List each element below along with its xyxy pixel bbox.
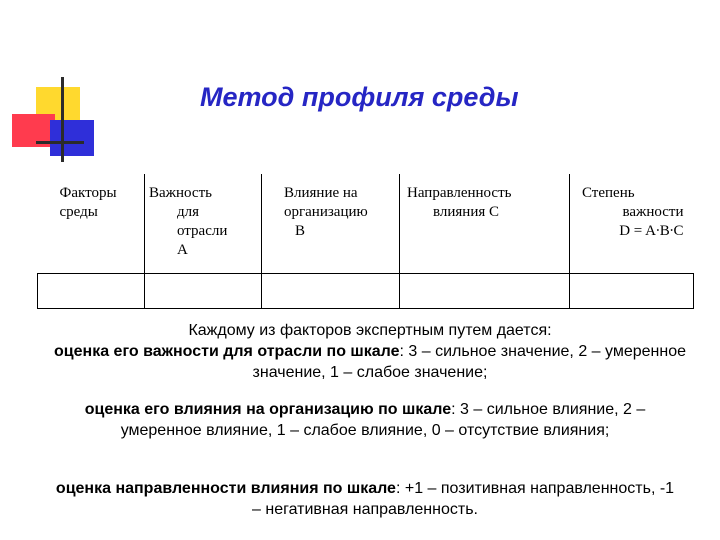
paragraph-influence	[55, 399, 675, 441]
table-cell	[262, 273, 400, 308]
decor-blue-square	[50, 120, 94, 156]
paragraph-intro: Каждому из факторов экспертным путем дается:	[188, 322, 552, 339]
table-cell	[400, 273, 570, 308]
paragraph-text: : 3 – сильное значение, 2 – умеренное значение, 1 – слабое значение;	[252, 343, 686, 381]
paragraph-text: : +1 – позитивная направленность, -1 – негативная направленность.	[252, 480, 675, 518]
table-header-row	[38, 174, 694, 273]
decor-vertical-line	[61, 77, 64, 162]
decor-horizontal-line	[36, 141, 84, 144]
paragraph-importance	[40, 320, 700, 383]
table-cell	[38, 273, 145, 308]
header-influence: Влияние на организацию B	[262, 174, 400, 273]
factor-table	[37, 174, 694, 309]
header-importance: Важность для отрасли A	[145, 174, 262, 273]
header-degree: Степень важности D = A∙B∙C	[570, 174, 694, 273]
paragraph-bold-term: оценка его важности для отрасли по шкале	[54, 343, 400, 360]
header-factors: Факторы среды	[38, 174, 145, 273]
table-cell	[145, 273, 262, 308]
table-row	[38, 273, 694, 308]
slide-title: Метод профиля среды	[200, 82, 519, 112]
paragraph-bold-term: оценка его влияния на организацию по шкале	[84, 401, 452, 418]
header-direction: Направленность влияния C	[400, 174, 570, 273]
paragraph-text: : 3 – сильное влияние, 2 – умеренное влияние, 1 – слабое влияние, 0 – отсутствие влияния;	[120, 401, 646, 439]
paragraph-direction	[55, 478, 675, 520]
paragraph-bold-term: оценка направленности влияния по шкале	[55, 480, 396, 497]
table-cell	[570, 273, 694, 308]
